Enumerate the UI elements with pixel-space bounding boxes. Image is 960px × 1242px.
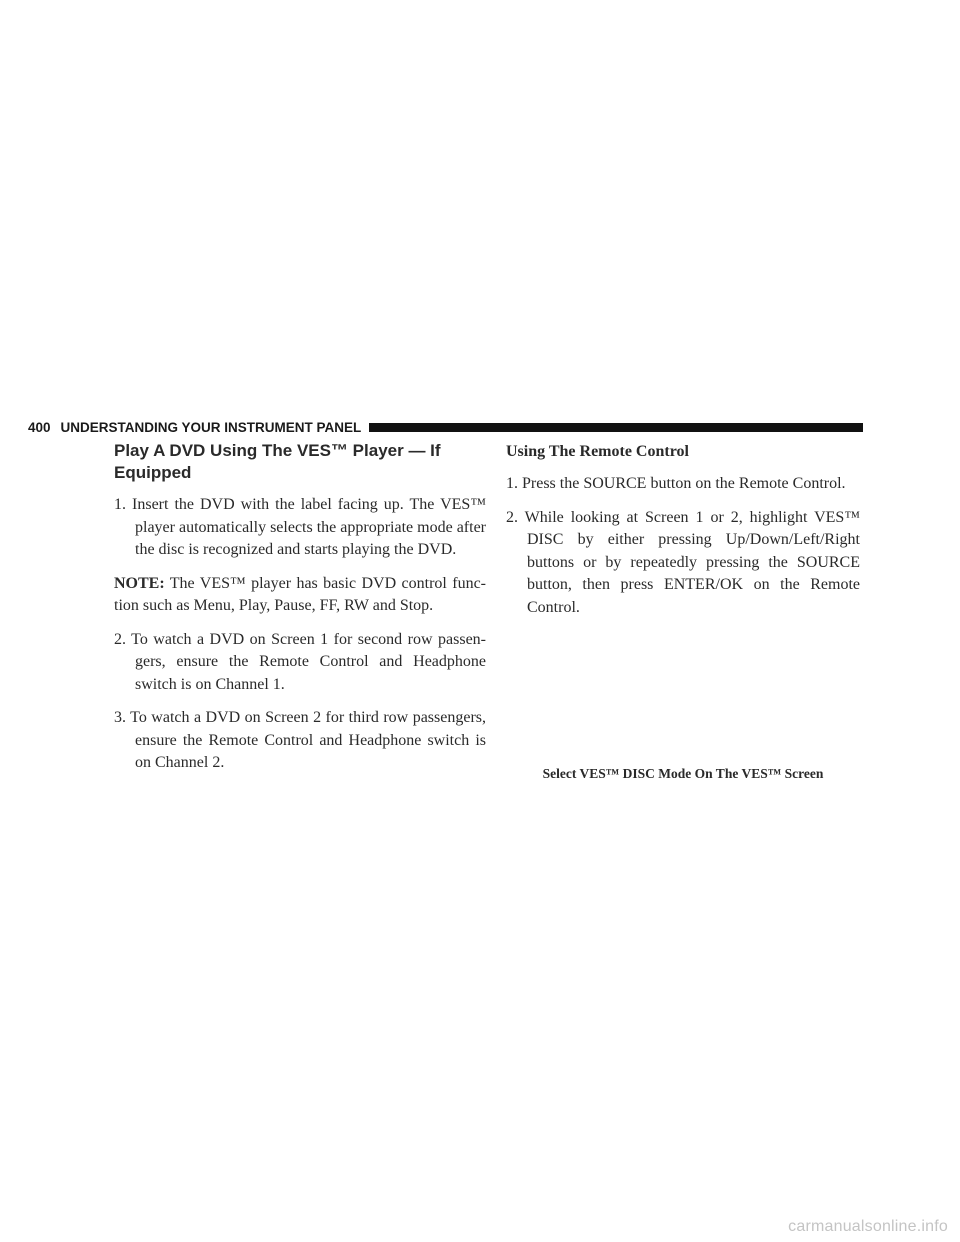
dvd-step-1: 1. Insert the DVD with the label facing up. The VES™ player automatically selects the appropriate mode after the disc is recognized and starts playing the DVD. [114, 496, 486, 558]
remote-step-2: 2. While looking at Screen 1 or 2, highlight VES™ DISC by either pressing Up/Down/Left/Right buttons or by repeatedly pressing the SOURCE button, then press ENTER/OK on the Remote Control. [506, 508, 860, 616]
page-header [28, 418, 863, 436]
figure-caption: Select VES™ DISC Mode On The VES™ Screen [542, 766, 824, 781]
watermark: carmanualsonline.info [788, 1218, 948, 1235]
section-title: UNDERSTANDING YOUR INSTRUMENT PANEL [60, 419, 362, 435]
remote-step-1: 1. Press the SOURCE button on the Remote Control. [506, 475, 846, 492]
dvd-step-2: 2. To watch a DVD on Screen 1 for second row passen- gers, ensure the Remote Control and Headphone switch is on Channel 1. [114, 630, 486, 693]
dvd-section-heading: Play A DVD Using The VES™ Player — If Equipped [114, 441, 441, 482]
note-text: The VES™ player has basic DVD control func- tion such as Menu, Play, Pause, FF, RW and Stop. [114, 574, 486, 614]
note-label: NOTE: [114, 574, 165, 592]
right-column [506, 440, 860, 630]
dvd-note [114, 573, 486, 618]
page-number: 400 [28, 419, 51, 435]
left-column [114, 440, 486, 786]
dvd-step-3: 3. To watch a DVD on Screen 2 for third row passengers, ensure the Remote Control and Headphone switch is on Channel 2. [114, 709, 486, 771]
remote-section-heading: Using The Remote Control [506, 443, 689, 460]
header-rule [369, 423, 863, 432]
